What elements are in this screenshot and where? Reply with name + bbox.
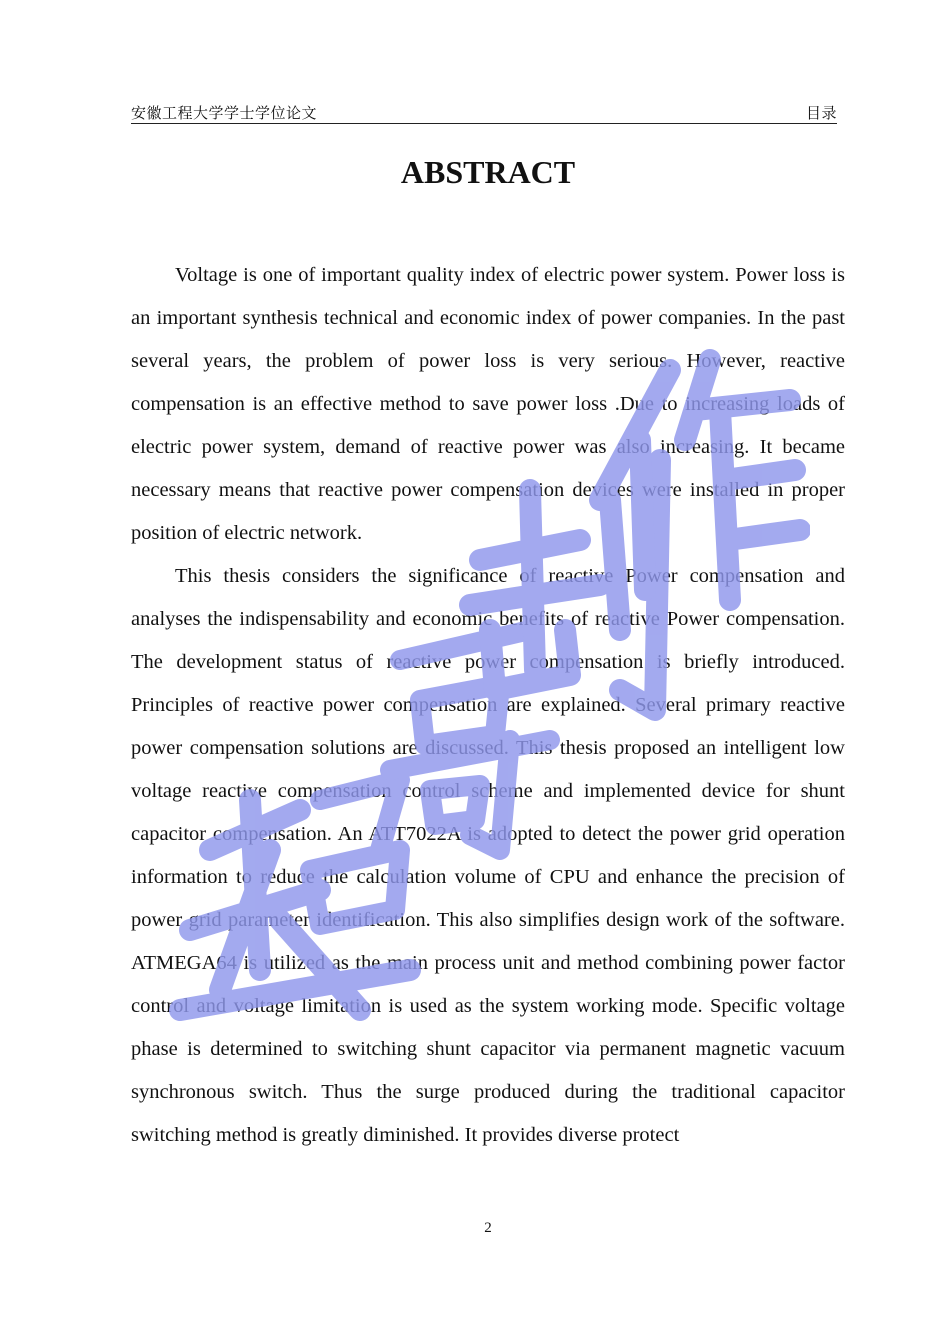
- running-header: [131, 103, 837, 124]
- abstract-body: [131, 254, 845, 1157]
- page-number: 2: [484, 1220, 492, 1236]
- header-section-name: 目录: [805, 104, 837, 122]
- abstract-paragraph-2: This thesis considers the significance of reactive Power compensation and analyses the indispensability and economic benefits of reactive Power compensation. The development status of reactive power compensation is briefly introduced. Principles of reactive power compensation are explained. Several primary reactive power compensation solutions are discussed. This thesis proposed an intelligent low voltage reactive compensation control scheme and implemented device for shunt capacitor compensation. An ATT7022A is adopted to detect the power grid operation information to reduce the calculation volume of CPU and enhance the precision of power grid parameter identification. This also simplifies design work of the software. ATMEGA64 is utilized as the main process unit and method combining power factor control and voltage limitation is used as the system working mode. Specific voltage phase is determined to switching shunt capacitor via permanent magnetic vacuum synchronous switch. Thus the surge produced during the traditional capacitor switching method is greatly diminished. It provides diverse protect: [131, 565, 845, 1146]
- header-thesis-title: 安徽工程大学学士学位论文: [131, 104, 318, 122]
- abstract-title: ABSTRACT: [400, 154, 576, 190]
- abstract-paragraph-1: Voltage is one of important quality index of electric power system. Power loss is an important synthesis technical and economic index of power companies. In the past several years, the problem of power loss is very serious. However, reactive compensation is an effective method to save power loss .Due to increasing loads of electric power system, demand of reactive power was also increasing. It became necessary means that reactive power compensation devices were installed in proper position of electric network.: [131, 264, 845, 544]
